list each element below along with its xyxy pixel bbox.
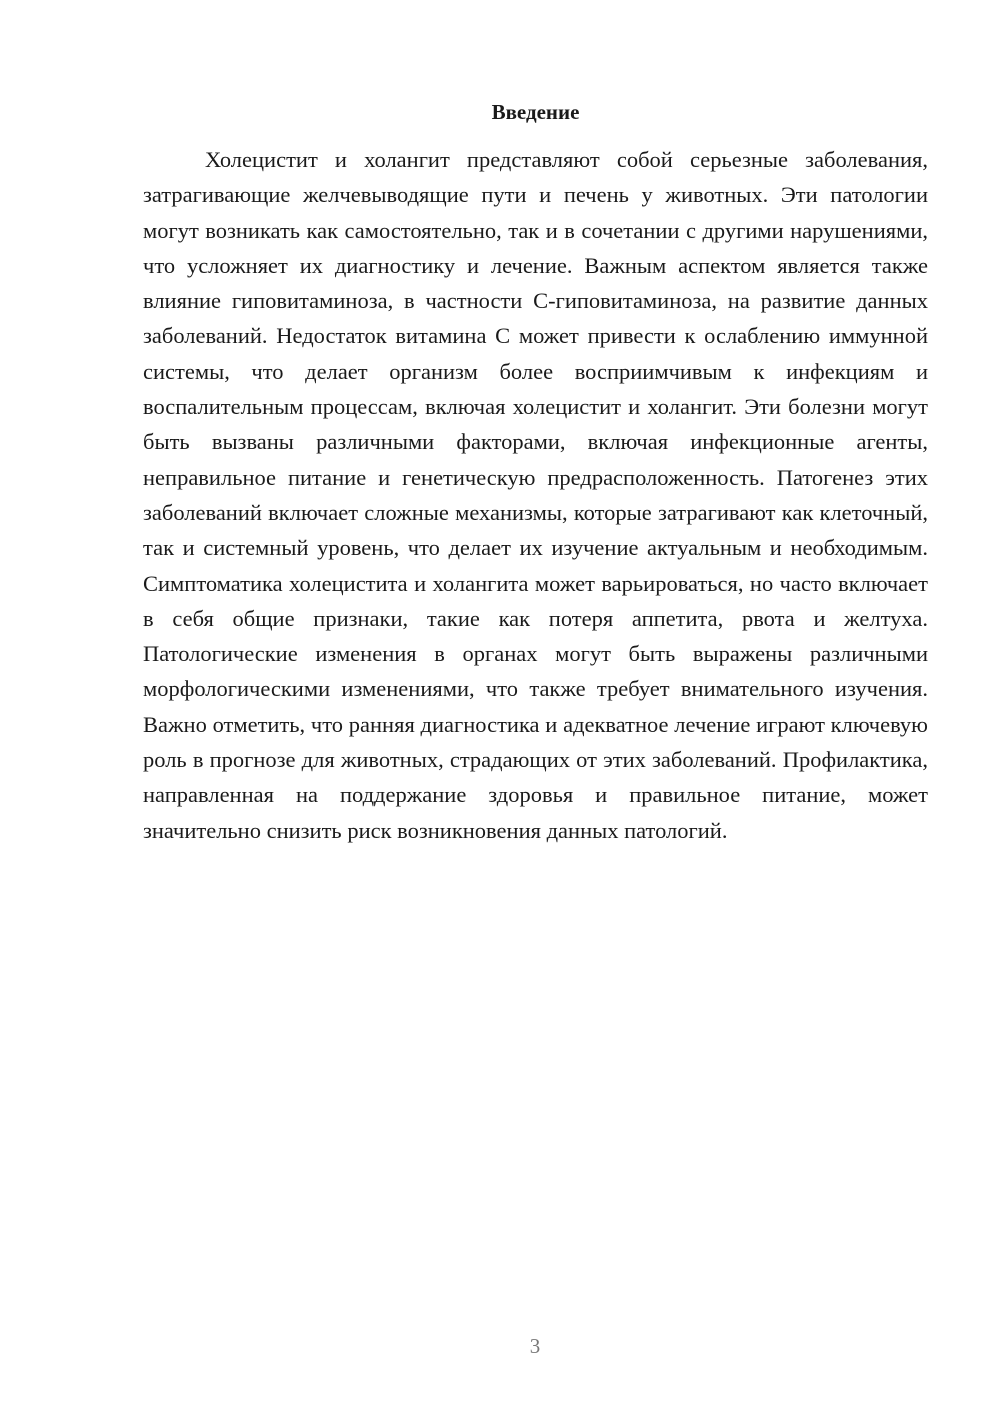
- body-paragraph: Холецистит и холангит представляют собой серьезные заболевания, затрагивающие желчевыводящие пути и печень у животных. Эти патологии могут возникать как самостоятельно, так и в сочетании с другими нарушениями, что усложняет их диагностику и лечение. Важным аспектом является также влияние гиповитаминоза, в частности С-гиповитаминоза, на развитие данных заболеваний. Недостаток витамина С может привести к ослаблению иммунной системы, что делает организм более восприимчивым к инфекциям и воспалительным процессам, включая холецистит и холангит. Эти болезни могут быть вызваны различными факторами, включая инфекционные агенты, неправильное питание и генетическую предрасположенность. Патогенез этих заболеваний включает сложные механизмы, которые затрагивают как клеточный, так и системный уровень, что делает их изучение актуальным и необходимым. Симптоматика холецистита и холангита может варьироваться, но часто включает в себя общие признаки, такие как потеря аппетита, рвота и желтуха. Патологические изменения в органах могут быть выражены различными морфологическими изменениями, что также требует внимательного изучения. Важно отметить, что ранняя диагностика и адекватное лечение играют ключевую роль в прогнозе для животных, страдающих от этих заболеваний. Профилактика, направленная на поддержание здоровья и правильное питание, может значительно снизить риск возникновения данных патологий.: [143, 147, 928, 843]
- page-number: 3: [529, 1334, 541, 1358]
- section-heading: Введение: [491, 100, 580, 124]
